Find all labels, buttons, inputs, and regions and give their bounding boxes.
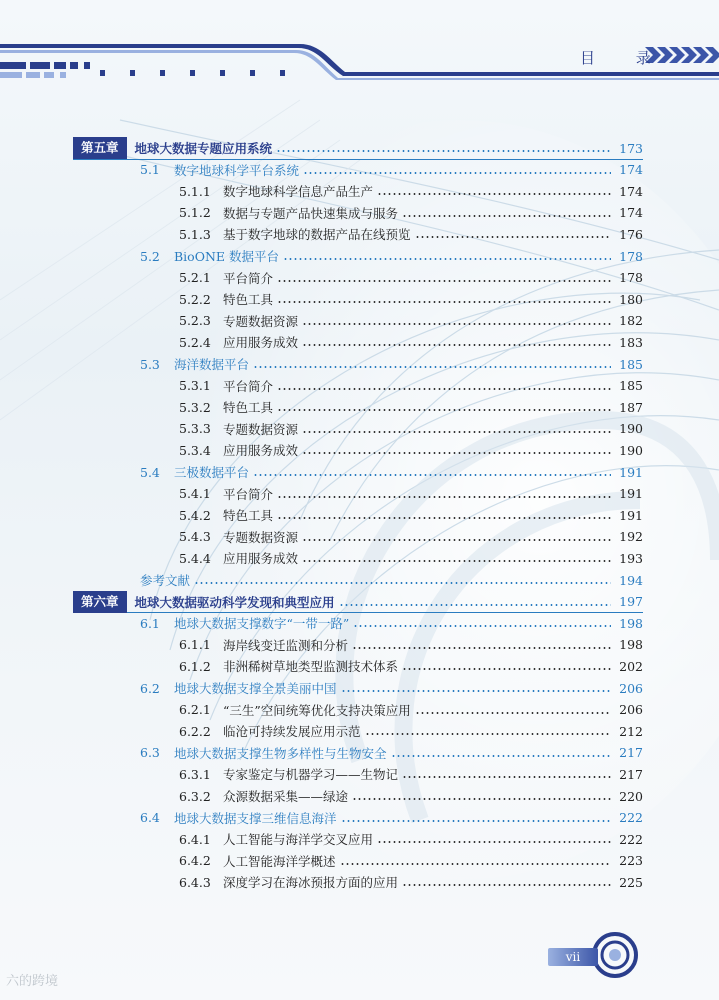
toc-number: 5.1.2	[179, 205, 211, 221]
toc-subsection-row[interactable]	[73, 439, 643, 461]
toc-title: 应用服务成效	[223, 551, 299, 567]
toc-subsection-row[interactable]	[73, 180, 643, 202]
toc-subsection-row[interactable]	[73, 634, 643, 656]
toc-section-row[interactable]	[73, 807, 643, 829]
toc-number: 5.4.2	[179, 507, 211, 523]
toc-page-number: 222	[619, 831, 643, 847]
toc-section-row[interactable]	[73, 677, 643, 699]
leader-dots	[341, 690, 611, 692]
toc-subsection-row[interactable]	[73, 720, 643, 742]
toc-subsection-row[interactable]	[73, 699, 643, 721]
toc-number: 5.2.4	[179, 334, 211, 350]
chapter-title: 地球大数据专题应用系统	[134, 141, 273, 156]
toc-page-number: 194	[619, 572, 643, 588]
toc-title: 参考文献	[140, 573, 191, 588]
toc-subsection-row[interactable]	[73, 331, 643, 353]
leader-dots	[341, 820, 611, 822]
toc-title: 特色工具	[223, 292, 274, 308]
leader-dots	[302, 323, 611, 325]
toc-title: 众源数据采集——绿途	[223, 789, 349, 804]
chapter-badge: 第五章	[73, 137, 127, 159]
toc-title: 非洲稀树草地类型监测技术体系	[223, 659, 399, 675]
toc-title: 临沧可持续发展应用示范	[223, 724, 361, 740]
leader-dots	[302, 344, 611, 346]
leader-dots	[302, 431, 611, 433]
toc-number: 5.2.2	[179, 291, 211, 307]
toc-number: 6.4.2	[179, 853, 211, 869]
toc-page-number: 197	[619, 594, 643, 610]
toc-subsection-row[interactable]	[73, 223, 643, 245]
toc-subsection-row[interactable]	[73, 526, 643, 548]
toc-number: 6.2.1	[179, 702, 211, 718]
leader-dots	[352, 647, 611, 649]
leader-dots	[302, 539, 611, 541]
toc-page-number: 217	[619, 745, 643, 761]
toc-subsection-row[interactable]	[73, 763, 643, 785]
leader-dots	[283, 258, 611, 260]
toc-title: 地球大数据支撑生物多样性与生物安全	[174, 745, 387, 761]
toc-section-row[interactable]	[73, 353, 643, 375]
toc-title: 专题数据资源	[223, 421, 299, 437]
toc-title: 数据与专题产品快速集成与服务	[223, 205, 399, 221]
toc-number: 5.3.4	[179, 442, 211, 458]
toc-page-number: 223	[619, 853, 643, 869]
page-number: vii	[548, 948, 598, 966]
toc-page-number: 192	[619, 529, 643, 545]
toc-section-row[interactable]	[73, 245, 643, 267]
leader-dots	[402, 884, 611, 886]
toc-number: 5.3.3	[179, 421, 211, 437]
toc-title: 地球大数据支撑三维信息海洋	[174, 810, 337, 826]
leader-dots	[402, 215, 611, 217]
toc-number: 5.1.1	[179, 183, 211, 199]
toc-number: 5.1.3	[179, 226, 211, 242]
toc-number: 5.2.1	[179, 270, 211, 286]
toc-title: “三生”空间统筹优化支持决策应用	[223, 702, 411, 718]
toc-subsection-row[interactable]	[73, 655, 643, 677]
leader-dots	[402, 776, 611, 778]
chapter-title: 地球大数据驱动科学发现和典型应用	[134, 594, 335, 610]
toc-title: 专题数据资源	[223, 529, 299, 545]
leader-dots	[253, 366, 611, 368]
toc-title: 三极数据平台	[174, 465, 250, 480]
leader-dots	[377, 193, 611, 195]
toc-number: 6.3.2	[179, 788, 211, 804]
leader-dots	[391, 755, 611, 757]
leader-dots	[277, 301, 611, 303]
toc-page-number: 183	[619, 334, 643, 350]
leader-dots	[277, 496, 611, 498]
toc-number: 6.1	[140, 615, 160, 631]
toc-number: 5.3.2	[179, 399, 211, 415]
toc-page-number: 178	[619, 270, 643, 286]
leader-dots	[277, 517, 611, 519]
toc-chapter-row[interactable]	[73, 137, 643, 159]
toc-title: 地球大数据支撑数字“一带一路”	[174, 616, 350, 632]
toc-number: 6.3.1	[179, 766, 211, 782]
leader-dots	[402, 668, 611, 670]
leader-dots	[302, 560, 611, 562]
toc-title: 专家鉴定与机器学习——生物记	[223, 767, 399, 783]
toc-subsection-row[interactable]	[73, 483, 643, 505]
toc-subsection-row[interactable]	[73, 267, 643, 289]
toc-subsection-row[interactable]	[73, 375, 643, 397]
leader-dots	[415, 236, 611, 238]
toc-number: 6.3	[140, 745, 160, 761]
toc-page-number: 174	[619, 183, 643, 199]
leader-dots	[276, 150, 611, 152]
toc-page-number: 193	[619, 550, 643, 566]
toc-header-title: 目 录	[580, 49, 669, 67]
toc-page-number: 174	[619, 162, 643, 178]
toc-page-number: 187	[619, 399, 643, 415]
leader-dots	[277, 280, 611, 282]
toc-number: 6.1.1	[179, 637, 211, 653]
toc-subsection-row[interactable]	[73, 202, 643, 224]
toc-number: 6.2	[140, 680, 160, 696]
toc-number: 5.2.3	[179, 313, 211, 329]
toc-page-number: 198	[619, 637, 643, 653]
toc-title: 应用服务成效	[223, 335, 299, 351]
toc-page-number: 202	[619, 658, 643, 674]
toc-number: 5.1	[140, 162, 160, 178]
toc-section-row[interactable]	[73, 569, 643, 591]
toc-number: 6.4	[140, 810, 160, 826]
toc-page-number: 191	[619, 507, 643, 523]
toc-subsection-row[interactable]	[73, 828, 643, 850]
toc-number: 5.4.1	[179, 486, 211, 502]
toc-subsection-row[interactable]	[73, 310, 643, 332]
toc-section-row[interactable]	[73, 612, 643, 634]
toc-page-number: 222	[619, 810, 643, 826]
toc-page-number: 190	[619, 421, 643, 437]
toc-number: 6.1.2	[179, 658, 211, 674]
toc-section-row[interactable]	[73, 159, 643, 181]
toc-number: 5.4	[140, 464, 160, 480]
toc-number: 5.2	[140, 248, 160, 264]
toc-title: 地球大数据支撑全景美丽中国	[174, 681, 337, 696]
toc-title: 海岸线变迁监测和分析	[223, 637, 349, 653]
toc-number: 5.3.1	[179, 378, 211, 394]
toc-page-number: 182	[619, 313, 643, 329]
toc-page-number: 191	[619, 464, 643, 480]
toc-page-number: 225	[619, 874, 643, 890]
toc-title: 专题数据资源	[223, 313, 299, 329]
toc-title: BioONE 数据平台	[174, 249, 279, 264]
toc-subsection-row[interactable]	[73, 288, 643, 310]
toc-page-number: 185	[619, 378, 643, 394]
toc-page-number: 212	[619, 723, 643, 739]
toc-number: 6.4.1	[179, 831, 211, 847]
toc-title: 平台简介	[223, 486, 274, 502]
toc-subsection-row[interactable]	[73, 871, 643, 893]
toc-subsection-row[interactable]	[73, 547, 643, 569]
toc-title: 海洋数据平台	[174, 357, 250, 372]
leader-dots	[352, 798, 611, 800]
toc-page-number: 191	[619, 486, 643, 502]
toc-subsection-row[interactable]	[73, 418, 643, 440]
toc-number: 5.3	[140, 356, 160, 372]
toc-title: 深度学习在海冰预报方面的应用	[223, 875, 399, 891]
toc-section-row[interactable]	[73, 461, 643, 483]
toc-title: 特色工具	[223, 400, 274, 416]
leader-dots	[194, 582, 611, 584]
leader-dots	[415, 712, 611, 714]
toc-number: 5.4.4	[179, 550, 211, 566]
leader-dots	[353, 625, 611, 627]
toc-page-number: 198	[619, 615, 643, 631]
toc-title: 人工智能与海洋学交叉应用	[223, 832, 374, 848]
toc-chapter-row[interactable]	[73, 591, 643, 613]
toc-number: 6.4.3	[179, 874, 211, 890]
toc-title: 数字地球科学信息产品生产	[223, 184, 374, 200]
toc-page-number: 174	[619, 205, 643, 221]
toc-title: 应用服务成效	[223, 443, 299, 459]
leader-dots	[340, 863, 611, 865]
leader-dots	[302, 452, 611, 454]
leader-dots	[253, 474, 611, 476]
leader-dots	[339, 604, 611, 606]
watermark: 六的跨境	[6, 974, 59, 989]
toc-page-number: 178	[619, 248, 643, 264]
toc-page-number: 173	[619, 140, 643, 156]
toc-page-number: 190	[619, 442, 643, 458]
toc-number: 6.2.2	[179, 723, 211, 739]
toc-title: 基于数字地球的数据产品在线预览	[223, 227, 411, 243]
toc-page-number: 176	[619, 226, 643, 242]
toc-page-number: 217	[619, 766, 643, 782]
toc-page-number: 185	[619, 356, 643, 372]
chapter-badge: 第六章	[73, 591, 127, 613]
toc-title: 数字地球科学平台系统	[174, 162, 300, 178]
toc-title: 平台简介	[223, 270, 274, 286]
toc-subsection-row[interactable]	[73, 504, 643, 526]
leader-dots	[277, 409, 611, 411]
toc-subsection-row[interactable]	[73, 785, 643, 807]
toc-page-number: 206	[619, 702, 643, 718]
toc-title: 特色工具	[223, 508, 274, 524]
leader-dots	[277, 388, 611, 390]
leader-dots	[365, 733, 611, 735]
toc-title: 人工智能海洋学概述	[223, 853, 336, 869]
toc-number: 5.4.3	[179, 529, 211, 545]
toc-page-number: 220	[619, 788, 643, 804]
leader-dots	[303, 172, 611, 174]
toc-section-row[interactable]	[73, 742, 643, 764]
toc-page-number: 206	[619, 680, 643, 696]
toc-subsection-row[interactable]	[73, 850, 643, 872]
toc-page-number: 180	[619, 291, 643, 307]
leader-dots	[377, 841, 611, 843]
toc-subsection-row[interactable]	[73, 396, 643, 418]
toc-title: 平台简介	[223, 378, 274, 394]
